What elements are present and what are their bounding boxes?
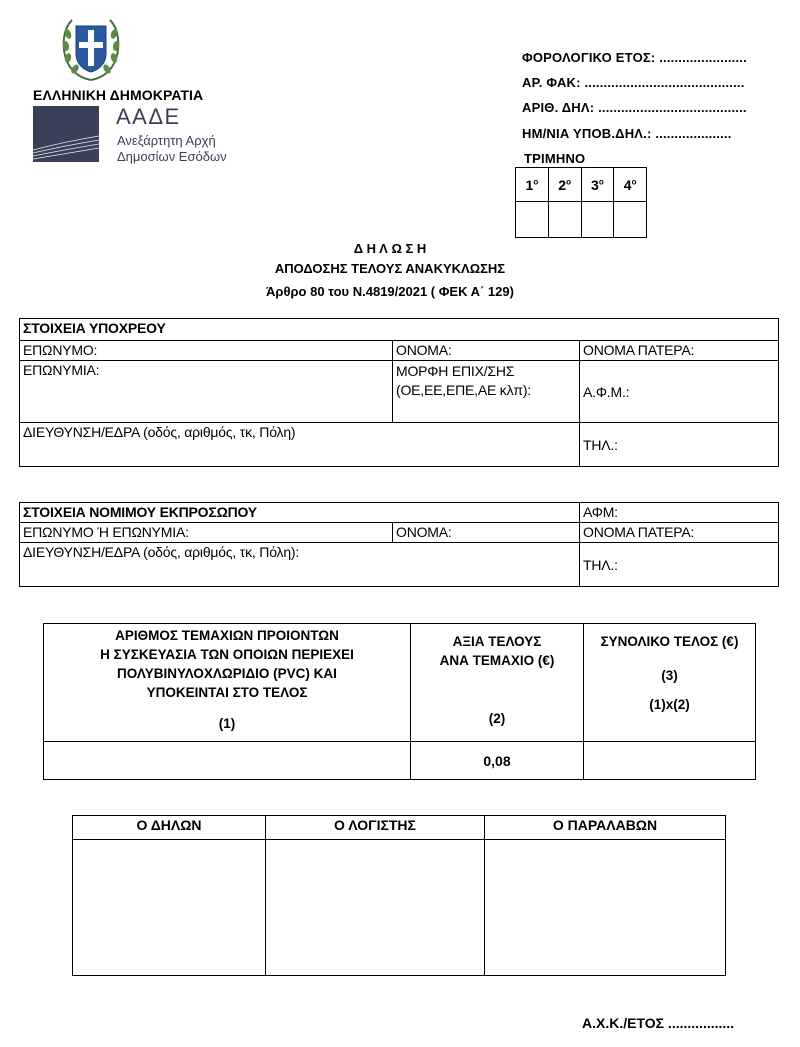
obligor-afm-label: Α.Φ.Μ.:: [583, 383, 630, 400]
signature-declarant-box[interactable]: [73, 840, 266, 976]
signatures-table: [72, 815, 726, 976]
field-submission-date: ΗΜ/ΝΙΑ ΥΠΟΒ.ΔΗΛ.: ....................: [522, 126, 732, 141]
representative-afm-label: ΑΦΜ:: [583, 504, 618, 520]
representative-section-title: ΣΤΟΙΧΕΙΑ ΝΟΜΙΜΟΥ ΕΚΠΡΟΣΩΠΟΥ: [20, 503, 580, 523]
obligor-father-field[interactable]: [580, 341, 779, 361]
fee-col-total-header: ΣΥΝΟΛΙΚΟ ΤΕΛΟΣ (€) (3) (1)x(2): [584, 624, 756, 742]
aade-logo: [33, 106, 99, 162]
quarter-table: [515, 167, 647, 238]
signature-declarant-header: Ο ΔΗΛΩΝ: [73, 816, 266, 840]
quarter-3[interactable]: $3^o$: [581, 168, 614, 202]
representative-name-field[interactable]: [393, 523, 580, 543]
obligor-name-field[interactable]: [393, 341, 580, 361]
obligor-section-title: ΣΤΟΙΧΕΙΑ ΥΠΟΧΡΕΟΥ: [20, 319, 779, 341]
field-tax-year: ΦΟΡΟΛΟΓΙΚΟ ΕΤΟΣ: .......................: [522, 50, 747, 65]
aade-acronym: ΑΑΔΕ: [116, 104, 181, 129]
signature-receiver-header: Ο ΠΑΡΑΛΑΒΩΝ: [485, 816, 726, 840]
obligor-table: [19, 318, 779, 467]
representative-father-label: ΟΝΟΜΑ ΠΑΤΕΡΑ:: [583, 524, 695, 540]
fee-quantity-cell[interactable]: [44, 742, 411, 780]
quarter-2[interactable]: $2^o$: [548, 168, 581, 202]
fee-total-cell[interactable]: [584, 742, 756, 780]
representative-surname-field[interactable]: [20, 523, 393, 543]
representative-father-field[interactable]: [580, 523, 779, 543]
representative-surname-label: ΕΠΩΝΥΜΟ Ή ΕΠΩΝΥΜΙΑ:: [23, 524, 189, 540]
obligor-surname-label: ΕΠΩΝΥΜΟ:: [23, 342, 98, 358]
coat-of-arms-emblem: [58, 14, 124, 84]
obligor-address-field[interactable]: [20, 423, 580, 467]
obligor-business-name-label: ΕΠΩΝΥΜΙΑ:: [23, 362, 100, 378]
representative-address-label: ΔΙΕΥΘΥΝΣΗ/ΕΔΡΑ (οδός, αριθμός, τκ, Πόλη):: [23, 544, 300, 560]
signature-accountant-box[interactable]: [266, 840, 485, 976]
signature-receiver-box[interactable]: [485, 840, 726, 976]
signature-accountant-header: Ο ΛΟΓΙΣΤΗΣ: [266, 816, 485, 840]
representative-name-label: ΟΝΟΜΑ:: [396, 524, 452, 540]
field-declaration-number: ΑΡΙΘ. ΔΗΛ: .......................................: [522, 100, 747, 115]
representative-phone-label: ΤΗΛ.:: [583, 556, 618, 573]
aade-name-line1: Ανεξάρτητη Αρχή: [117, 133, 216, 148]
representative-address-field[interactable]: [20, 543, 580, 587]
fee-unit-value-cell: 0,08: [411, 742, 584, 780]
obligor-father-label: ΟΝΟΜΑ ΠΑΤΕΡΑ:: [583, 342, 695, 358]
obligor-legal-form-label: ΜΟΡΦΗ ΕΠΙΧ/ΣΗΣ: [396, 363, 515, 379]
quarter-3-box[interactable]: [581, 202, 614, 238]
doc-subtitle: ΑΠΟΔΟΣΗΣ ΤΕΛΟΥΣ ΑΝΑΚΥΚΛΩΣΗΣ: [274, 261, 506, 276]
aade-name-line2: Δημοσίων Εσόδων: [117, 149, 227, 164]
obligor-address-label: ΔΙΕΥΘΥΝΣΗ/ΕΔΡΑ (οδός, αριθμός, τκ, Πόλη): [23, 424, 296, 440]
representative-afm-field[interactable]: [580, 503, 779, 523]
obligor-name-label: ΟΝΟΜΑ:: [396, 342, 452, 358]
obligor-business-name-field[interactable]: [20, 361, 393, 423]
obligor-legal-form-examples: (ΟΕ,ΕΕ,ΕΠΕ,ΑΕ κλπ):: [396, 382, 531, 398]
obligor-phone-label: ΤΗΛ.:: [583, 436, 618, 453]
fee-col-unit-value-header: ΑΞΙΑ ΤΕΛΟΥΣ ΑΝΑ ΤΕΜΑΧΙΟ (€) (2): [411, 624, 584, 742]
obligor-surname-field[interactable]: [20, 341, 393, 361]
field-file-number: ΑΡ. ΦΑΚ: ..........................................: [522, 75, 745, 90]
quarter-2-box[interactable]: [548, 202, 581, 238]
doc-title: Δ Η Λ Ω Σ Η: [353, 241, 427, 256]
quarter-4[interactable]: $4^o$: [614, 168, 647, 202]
quarter-1[interactable]: $1^o$: [516, 168, 549, 202]
quarter-label: ΤΡΙΜΗΝΟ: [524, 151, 586, 166]
country-name: ΕΛΛΗΝΙΚΗ ΔΗΜΟΚΡΑΤΙΑ: [33, 87, 204, 103]
obligor-afm-field[interactable]: [580, 361, 779, 423]
representative-table: [19, 502, 779, 587]
obligor-phone-field[interactable]: [580, 423, 779, 467]
quarter-1-box[interactable]: [516, 202, 549, 238]
fee-table: [43, 623, 756, 780]
fee-col-quantity-header: ΑΡΙΘΜΟΣ ΤΕΜΑΧΙΩΝ ΠΡΟΙΟΝΤΩΝ Η ΣΥΣΚΕΥΑΣΙΑ ΤΩΝ ΟΠΟΙΩΝ ΠΕΡΙΕΧΕΙ ΠΟΛΥΒΙΝΥΛΟΧΛΩΡΙΔΙΟ (PVC) ΚΑΙ ΥΠΟΚΕΙΝΤΑΙ ΣΤΟ ΤΕΛΟΣ (1): [44, 624, 411, 742]
doc-legal-ref: Άρθρο 80 του Ν.4819/2021 ( ΦΕΚ Α΄ 129): [266, 284, 514, 299]
representative-phone-field[interactable]: [580, 543, 779, 587]
footer-axk: Α.Χ.Κ./ΕΤΟΣ .................: [582, 1015, 735, 1031]
quarter-4-box[interactable]: [614, 202, 647, 238]
obligor-legal-form-field[interactable]: [393, 361, 580, 423]
